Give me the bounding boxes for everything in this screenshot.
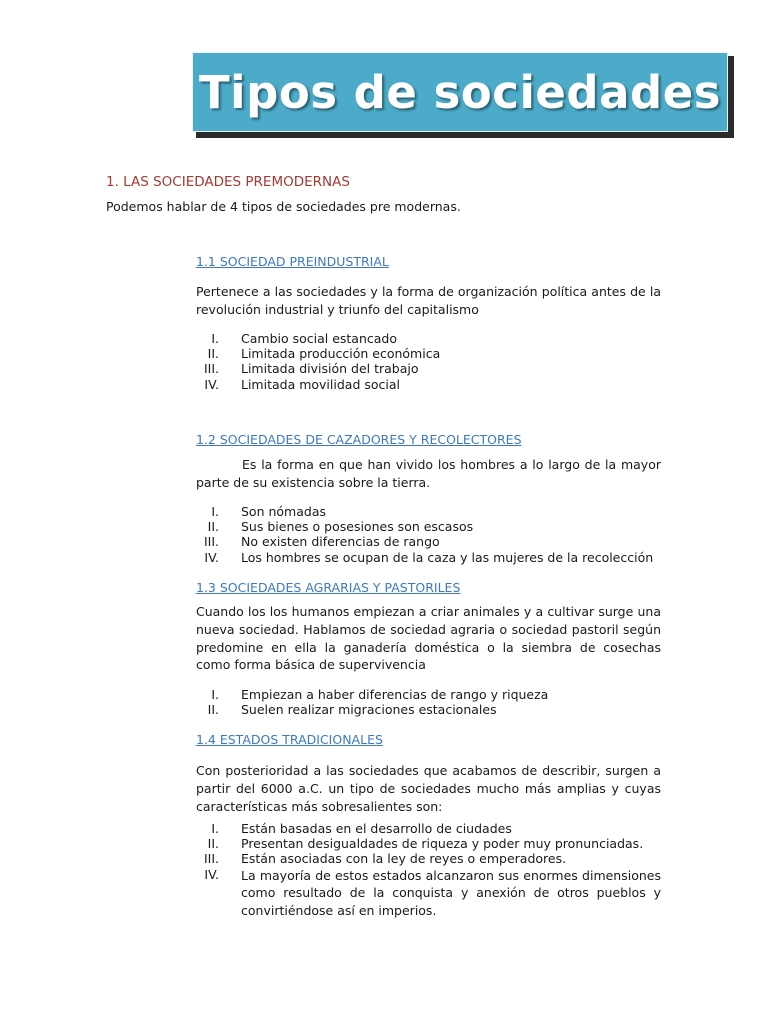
list-number: I. — [211, 504, 219, 519]
list-item — [196, 346, 661, 361]
list-agrarian-pastoral — [196, 687, 661, 717]
list-item — [196, 851, 661, 866]
list-number: IV. — [204, 376, 219, 392]
list-number: II. — [207, 836, 219, 852]
subheading-preindustrial: 1.1 SOCIEDAD PREINDUSTRIAL — [196, 254, 389, 269]
list-item — [196, 550, 661, 565]
list-item — [196, 867, 661, 920]
list-text: Son nómadas — [241, 504, 326, 519]
list-text: Sus bienes o posesiones son escasos — [241, 519, 474, 535]
paragraph-traditional-states: Con posterioridad a las sociedades que acabamos de describir, surgen a partir del 6000 a.C. un tipo de sociedades mucho más amplias y cuyas características más sobresalientes son: — [196, 763, 661, 814]
list-preindustrial — [196, 331, 661, 392]
list-text: Limitada división del trabajo — [241, 361, 419, 377]
list-number: II. — [207, 519, 219, 535]
list-number: IV. — [204, 866, 219, 882]
list-text: Empiezan a haber diferencias de rango y riqueza — [241, 687, 549, 702]
paragraph-agrarian-pastoral: Cuando los los humanos empiezan a criar animales y a cultivar surge una nueva sociedad. Hablamos de sociedad agraria o sociedad pastoril según predomine en ella la ganadería doméstica o la siembra de cosechas como forma básica de supervivencia — [196, 604, 661, 673]
list-number: IV. — [204, 549, 219, 565]
subheading-agrarian-pastoral: 1.3 SOCIEDADES AGRARIAS Y PASTORILES — [196, 580, 461, 595]
list-item — [196, 821, 661, 836]
list-item — [196, 534, 661, 549]
list-text: No existen diferencias de rango — [241, 534, 440, 550]
list-item — [196, 504, 661, 519]
list-number: I. — [211, 821, 219, 836]
section-heading-premodern: 1. LAS SOCIEDADES PREMODERNAS — [106, 174, 350, 190]
list-item — [196, 702, 661, 717]
list-number: III. — [203, 534, 219, 550]
list-item — [196, 361, 661, 376]
subheading-hunters-gatherers: 1.2 SOCIEDADES DE CAZADORES Y RECOLECTORES — [196, 432, 522, 447]
list-text: Los hombres se ocupan de la caza y las mujeres de la recolección — [241, 549, 654, 565]
list-number: III. — [203, 851, 219, 867]
list-text: Limitada producción económica — [241, 346, 441, 362]
list-text: Suelen realizar migraciones estacionales — [241, 702, 497, 718]
subheading-traditional-states: 1.4 ESTADOS TRADICIONALES — [196, 732, 383, 747]
paragraph-hunters-gatherers: Es la forma en que han vivido los hombres a lo largo de la mayor parte de su existencia sobre la tierra. — [196, 457, 661, 490]
title-banner — [192, 52, 734, 138]
list-text: Están asociadas con la ley de reyes o emperadores. — [241, 851, 567, 867]
list-number: II. — [207, 702, 219, 718]
list-text: Limitada movilidad social — [241, 376, 400, 392]
list-item — [196, 377, 661, 392]
list-item — [196, 836, 661, 851]
list-text: La mayoría de estos estados alcanzaron sus enormes dimensiones como resultado de la conquista y anexión de otros pueblos y convirtiéndose así en imperios. — [241, 867, 661, 919]
list-item — [196, 519, 661, 534]
list-number: I. — [211, 687, 219, 702]
list-number: II. — [207, 346, 219, 362]
list-number: I. — [211, 331, 219, 346]
list-text: Están basadas en el desarrollo de ciudades — [241, 821, 512, 836]
paragraph-preindustrial: Pertenece a las sociedades y la forma de organización política antes de la revolución industrial y triunfo del capitalismo — [196, 284, 661, 317]
list-text: Presentan desigualdades de riqueza y poder muy pronunciadas. — [241, 836, 644, 852]
list-traditional-states — [196, 821, 661, 920]
list-item — [196, 331, 661, 346]
title-box — [192, 52, 728, 132]
page-title: Tipos de sociedades — [198, 65, 721, 119]
list-item — [196, 687, 661, 702]
section-intro: Podemos hablar de 4 tipos de sociedades pre modernas. — [106, 199, 461, 214]
list-number: III. — [203, 361, 219, 377]
list-hunters-gatherers — [196, 504, 661, 565]
list-text: Cambio social estancado — [241, 331, 398, 346]
